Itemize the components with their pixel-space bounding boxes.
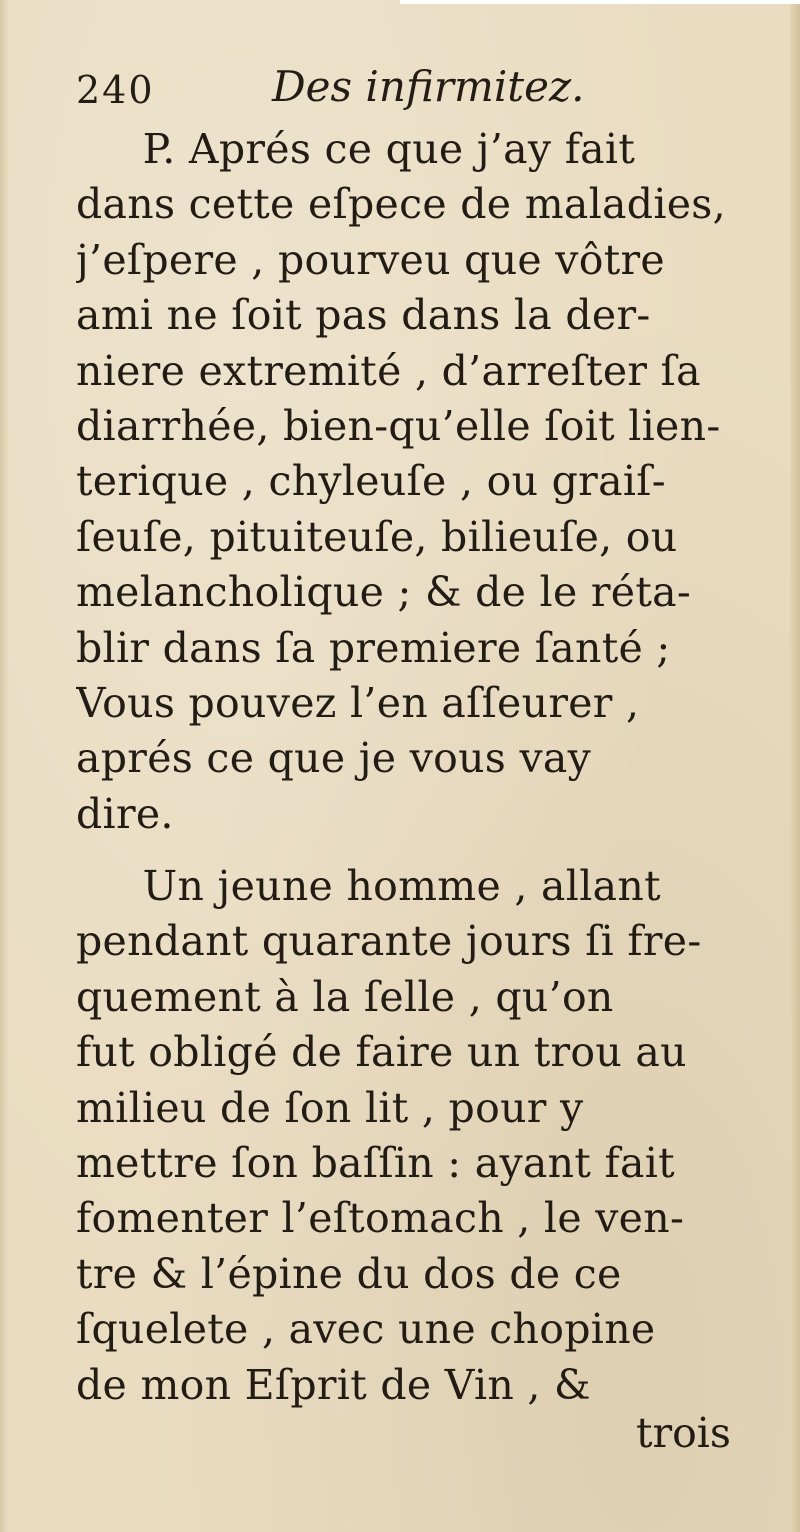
text-line: j’eſpere , pourveu que vôtre xyxy=(76,235,665,284)
text-line: ami ne ſoit pas dans la der- xyxy=(76,291,651,340)
text-line: fomenter l’eſtomach , le ven- xyxy=(76,1194,685,1243)
page-top-margin xyxy=(400,0,800,4)
text-line: diarrhée, bien-qu’elle ſoit lien- xyxy=(76,401,721,450)
page-header xyxy=(76,62,726,122)
text-line: tre & l’épine du dos de ce xyxy=(76,1249,622,1298)
text-line: niere extremité , d’arreſter ſa xyxy=(76,346,701,395)
paragraph xyxy=(76,859,746,1413)
text-line: melancholique ; & de le réta- xyxy=(76,568,691,617)
running-title: Des infirmitez. xyxy=(272,62,585,111)
text-line: milieu de ſon lit , pour y xyxy=(76,1083,584,1132)
text-line: blir dans ſa premiere ſanté ; xyxy=(76,623,671,672)
text-line: terique , chyleuſe , ou graiſ- xyxy=(76,457,666,506)
text-line: P. Aprés ce que j’ay fait xyxy=(76,125,636,173)
text-line: de mon Eſprit de Vin , & xyxy=(76,1360,591,1409)
body-text xyxy=(76,122,746,1413)
text-line: Un jeune homme , allant xyxy=(76,862,661,911)
text-line: aprés ce que je vous vay xyxy=(76,734,592,783)
page-left-edge xyxy=(0,0,8,1532)
text-line: ſeuſe, pituiteuſe, bilieuſe, ou xyxy=(76,512,678,561)
paragraph xyxy=(76,122,746,842)
text-line: fut obligé de faire un trou au xyxy=(76,1028,687,1077)
page-number: 240 xyxy=(76,68,155,112)
catchword: trois xyxy=(636,1409,731,1457)
text-line: pendant quarante jours ſi fre- xyxy=(76,917,702,966)
text-line: Vous pouvez l’en aſſeurer , xyxy=(76,678,640,727)
text-line: ſquelete , avec une chopine xyxy=(76,1305,656,1354)
text-line: quement à la ſelle , qu’on xyxy=(76,972,614,1021)
page-right-edge xyxy=(790,0,800,1532)
text-line: dire. xyxy=(76,789,174,838)
text-line: mettre ſon baſſin : ayant fait xyxy=(76,1139,675,1188)
text-line: dans cette eſpece de maladies, xyxy=(76,180,726,229)
